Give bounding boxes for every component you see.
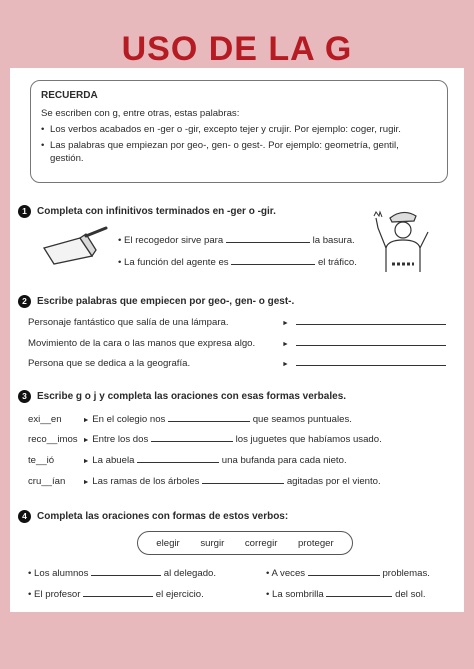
ex2-row-2-blank[interactable] bbox=[296, 345, 446, 346]
arrow-icon: ► bbox=[282, 341, 289, 348]
ex3-row-1-post: que seamos puntuales. bbox=[252, 414, 352, 425]
exercise-2-instruction: Escribe palabras que empiecen por geo-, gen- o gest-. bbox=[37, 296, 295, 307]
ex3-row-4-blank[interactable] bbox=[202, 483, 284, 484]
exercise-4-number: 4 bbox=[18, 510, 31, 523]
ex3-row-1-pre: En el colegio nos bbox=[92, 414, 166, 425]
ex3-row-3 bbox=[28, 455, 347, 466]
verb-word: elegir bbox=[156, 537, 180, 549]
page-title: USO DE LA G bbox=[121, 30, 353, 68]
ex1-s2-text: La función del agente es bbox=[124, 257, 229, 268]
verb-word: surgir bbox=[200, 537, 225, 549]
exercise-4-heading bbox=[18, 510, 288, 523]
ex3-row-1-blank[interactable] bbox=[168, 421, 250, 422]
dustpan-illustration bbox=[40, 226, 110, 266]
verb-word: corregir bbox=[244, 537, 278, 549]
ex3-row-3-pre: La abuela bbox=[92, 455, 135, 466]
ex2-row-2-text: Movimiento de la cara o las manos que expresa algo. bbox=[28, 338, 256, 349]
ex4-sentence-a1: • Los alumnos al delegado. bbox=[28, 568, 217, 579]
arrow-icon: ► bbox=[282, 320, 289, 327]
ex1-s2-end: el tráfico. bbox=[317, 257, 357, 268]
ex1-sentence-2: • La función del agente es el tráfico. bbox=[118, 257, 357, 268]
ex4-sentence-a2: • El profesor el ejercicio. bbox=[28, 589, 204, 600]
exercise-3-heading bbox=[18, 390, 346, 403]
ex2-row-3-text: Persona que se dedica a la geografía. bbox=[28, 358, 191, 369]
ex3-row-2-pre: Entre los dos bbox=[92, 434, 149, 445]
ex4-sentence-b1: • A veces problemas. bbox=[266, 568, 430, 579]
ex4-a2-pre: El profesor bbox=[34, 589, 81, 600]
arrow-icon: ► bbox=[82, 417, 90, 424]
exercise-1-number: 1 bbox=[18, 205, 31, 218]
traffic-officer-illustration bbox=[372, 208, 434, 272]
exercise-2-heading bbox=[18, 295, 294, 308]
ex4-a1-pre: Los alumnos bbox=[34, 568, 89, 579]
ex3-row-4-pre: Las ramas de los árboles bbox=[92, 476, 200, 487]
recuerda-bullet-2-line2: gestión. bbox=[50, 153, 84, 164]
ex4-b1-pre: A veces bbox=[271, 568, 306, 579]
ex1-s1-blank[interactable] bbox=[226, 242, 310, 243]
arrow-icon: ► bbox=[82, 479, 90, 486]
ex2-row-1-text: Personaje fantástico que salía de una lámpara. bbox=[28, 317, 229, 328]
ex4-b2-pre: La sombrilla bbox=[272, 589, 324, 600]
ex3-row-3-post: una bufanda para cada nieto. bbox=[221, 455, 347, 466]
ex3-row-1 bbox=[28, 414, 352, 425]
ex4-a2-post: el ejercicio. bbox=[155, 589, 204, 600]
ex1-sentence-1: • El recogedor sirve para la basura. bbox=[118, 235, 355, 246]
exercise-1-instruction: Completa con infinitivos terminados en -ger o -gir. bbox=[37, 206, 276, 217]
ex3-row-3-word: te__ió bbox=[28, 455, 55, 466]
ex2-row-3-blank[interactable] bbox=[296, 365, 446, 366]
exercise-3-number: 3 bbox=[18, 390, 31, 403]
ex3-row-3-blank[interactable] bbox=[137, 462, 219, 463]
exercise-2-number: 2 bbox=[18, 295, 31, 308]
ex4-a1-blank[interactable] bbox=[91, 575, 161, 576]
ex4-b2-blank[interactable] bbox=[326, 596, 392, 597]
ex3-row-4-post: agitadas por el viento. bbox=[286, 476, 381, 487]
ex2-row-2-answer bbox=[282, 338, 446, 349]
ex4-b1-blank[interactable] bbox=[308, 575, 380, 576]
ex2-row-3-answer bbox=[282, 358, 446, 369]
ex3-row-2-blank[interactable] bbox=[151, 441, 233, 442]
arrow-icon: ► bbox=[282, 361, 289, 368]
recuerda-bullet-2 bbox=[41, 139, 437, 165]
ex1-s1-text: El recogedor sirve para bbox=[124, 235, 224, 246]
ex2-row-1-answer bbox=[282, 317, 446, 328]
recuerda-bullet-2-line1: Las palabras que empiezan por geo-, gen- o gest-. Por ejemplo: geometría, gentil, bbox=[50, 140, 399, 151]
ex2-row-1-blank[interactable] bbox=[296, 324, 446, 325]
ex1-s2-blank[interactable] bbox=[231, 264, 315, 265]
exercise-4-instruction: Completa las oraciones con formas de estos verbos: bbox=[37, 511, 289, 522]
ex4-a2-blank[interactable] bbox=[83, 596, 153, 597]
ex3-row-1-word: exi__en bbox=[28, 414, 62, 425]
ex4-b2-post: del sol. bbox=[395, 589, 426, 600]
verb-word-box bbox=[137, 531, 353, 555]
ex3-row-2-word: reco__imos bbox=[28, 434, 78, 445]
verb-word: proteger bbox=[297, 537, 334, 549]
ex3-row-2 bbox=[28, 434, 382, 445]
recuerda-intro: Se escriben con g, entre otras, estas palabras: bbox=[41, 108, 240, 119]
recuerda-bullet-1: • Los verbos acabados en -ger o -gir, excepto tejer y crujir. Por ejemplo: coger, rugir. bbox=[41, 123, 437, 136]
exercise-3-instruction: Escribe g o j y completa las oraciones con esas formas verbales. bbox=[37, 391, 347, 402]
ex3-row-4-word: cru__ían bbox=[28, 476, 66, 487]
ex3-row-2-post: los juguetes que habíamos usado. bbox=[235, 434, 382, 445]
recuerda-heading: RECUERDA bbox=[41, 90, 98, 101]
ex1-s1-end: la basura. bbox=[312, 235, 355, 246]
ex4-a1-post: al delegado. bbox=[163, 568, 217, 579]
worksheet bbox=[10, 68, 464, 612]
ex4-b1-post: problemas. bbox=[382, 568, 430, 579]
exercise-1-heading bbox=[18, 205, 276, 218]
arrow-icon: ► bbox=[82, 437, 90, 444]
arrow-icon: ► bbox=[82, 458, 90, 465]
recuerda-box bbox=[30, 80, 448, 183]
ex4-sentence-b2: • La sombrilla del sol. bbox=[266, 589, 426, 600]
ex3-row-4 bbox=[28, 476, 381, 487]
